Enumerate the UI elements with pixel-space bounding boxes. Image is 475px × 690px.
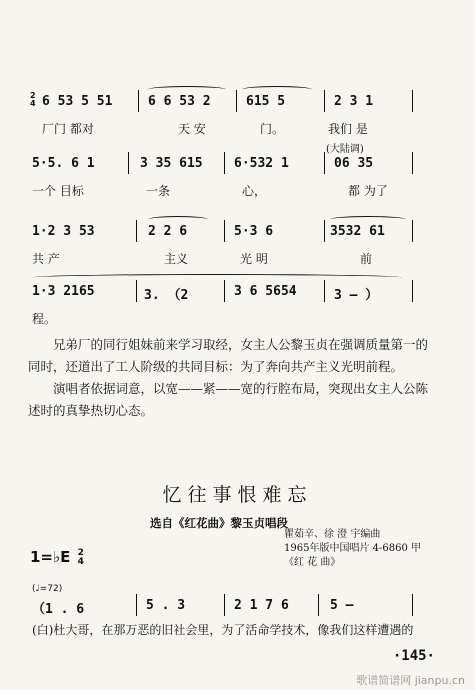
song-title: 忆往事恨难忘 xyxy=(162,484,313,506)
barline xyxy=(224,152,225,174)
lyric-1: 程。 xyxy=(32,312,57,326)
barline xyxy=(318,594,319,616)
measure-2: 2 2 6 xyxy=(148,224,188,239)
score-row-4 xyxy=(28,270,418,340)
measure-4: 3 – ） xyxy=(334,288,379,303)
barline xyxy=(324,280,325,302)
measure-4: 2 3 1 xyxy=(334,94,374,109)
measure-1: 5·5. 6 1 xyxy=(32,156,95,171)
measure-1: 1·2 3 53 xyxy=(32,224,95,239)
lyric-3: 心， xyxy=(242,184,267,198)
measure-2: 6 6 53 2 xyxy=(148,94,211,109)
song-subtitle: 选自《红花曲》黎玉贞唱段 xyxy=(150,516,288,530)
watermark: 歌谱简谱网 jianpu.cn xyxy=(356,674,465,687)
lyric-1: 厂门 都对 xyxy=(42,122,94,136)
barline xyxy=(128,152,129,174)
barline xyxy=(412,220,413,242)
measure-3: 2 1 7 6 xyxy=(234,598,289,613)
barline xyxy=(224,594,225,616)
key-label: 1=♭E xyxy=(30,548,71,566)
barline xyxy=(412,90,413,112)
key-signature xyxy=(30,548,84,567)
lyric-1: 共 产 xyxy=(32,252,60,266)
commentary-paragraph-2: 演唱者依据词意，以宽——紧——宽的行腔布局，突现出女主人公陈述时的真挚热切心态。 xyxy=(28,381,429,418)
lyric-1: 一个 目标 xyxy=(32,184,84,198)
commentary xyxy=(28,334,438,422)
page-number: ·145· xyxy=(392,648,435,664)
barline xyxy=(136,594,137,616)
slur xyxy=(148,86,226,93)
barline xyxy=(224,220,225,242)
slur xyxy=(148,216,208,223)
barline xyxy=(324,90,325,112)
section-label: (大陆调) xyxy=(326,144,364,155)
lyric-2: 天 安 xyxy=(178,122,206,136)
time-signature: 2 4 xyxy=(77,547,84,567)
lyric-4: 我们 是 xyxy=(328,122,368,136)
barline xyxy=(236,90,237,112)
lyric-2: 主义 xyxy=(164,252,189,266)
barline xyxy=(136,280,137,302)
measure-2: 3 35 615 xyxy=(140,156,203,171)
barline xyxy=(324,152,325,174)
measure-4: 06 35 xyxy=(334,156,374,171)
tempo-marking: (♩=72) xyxy=(32,584,63,594)
lyric-2: 一条 xyxy=(146,184,171,198)
spoken-lyric: (白)杜大哥，在那万恶的旧社会里，为了活命学技术，像我们这样遭遇的 xyxy=(32,623,414,637)
score-row-2 xyxy=(28,142,418,212)
measure-4: 5 – xyxy=(330,598,354,613)
measure-1: 6 53 5 51 xyxy=(42,94,113,109)
measure-3: 3 6 5654 xyxy=(234,284,297,299)
lyric-3: 门。 xyxy=(260,122,285,136)
measure-4: 3532 61 xyxy=(330,224,385,239)
measure-1: （1 . 6 xyxy=(32,602,85,617)
barline xyxy=(412,280,413,302)
measure-2: 3. （2 xyxy=(144,288,189,303)
slur xyxy=(32,274,402,281)
barline xyxy=(224,280,225,302)
barline xyxy=(412,152,413,174)
barline xyxy=(412,594,413,616)
time-signature: 2 4 xyxy=(30,91,36,108)
slur xyxy=(242,86,312,93)
commentary-paragraph-1: 兄弟厂的同行姐妹前来学习取经，女主人公黎玉贞在强调质量第一的同时，还道出了工人阶级的共同目标：为了奔向共产主义光明前程。 xyxy=(28,337,429,374)
barline xyxy=(324,220,325,242)
credit-source: 《红 花 曲》 xyxy=(284,557,341,568)
measure-1: 1·3 2165 xyxy=(32,284,95,299)
song-credits xyxy=(284,528,421,570)
barline xyxy=(138,90,139,112)
lyric-4: 前 xyxy=(360,252,373,266)
credit-record: 1965年版中国唱片 4-6860 甲 xyxy=(284,543,421,554)
measure-3: 5·3 6 xyxy=(234,224,274,239)
credit-arranger: 瞿茹辛、徐 澄 宇编曲 xyxy=(284,529,381,540)
lyric-4: 都 为了 xyxy=(348,184,388,198)
lyric-3: 光 明 xyxy=(240,252,268,266)
song-score-row-1 xyxy=(28,584,418,654)
measure-3: 615 5 xyxy=(246,94,286,109)
barline xyxy=(136,220,137,242)
slur xyxy=(330,216,406,223)
measure-2: 5 . 3 xyxy=(146,598,186,613)
measure-3: 6·532 1 xyxy=(234,156,289,171)
